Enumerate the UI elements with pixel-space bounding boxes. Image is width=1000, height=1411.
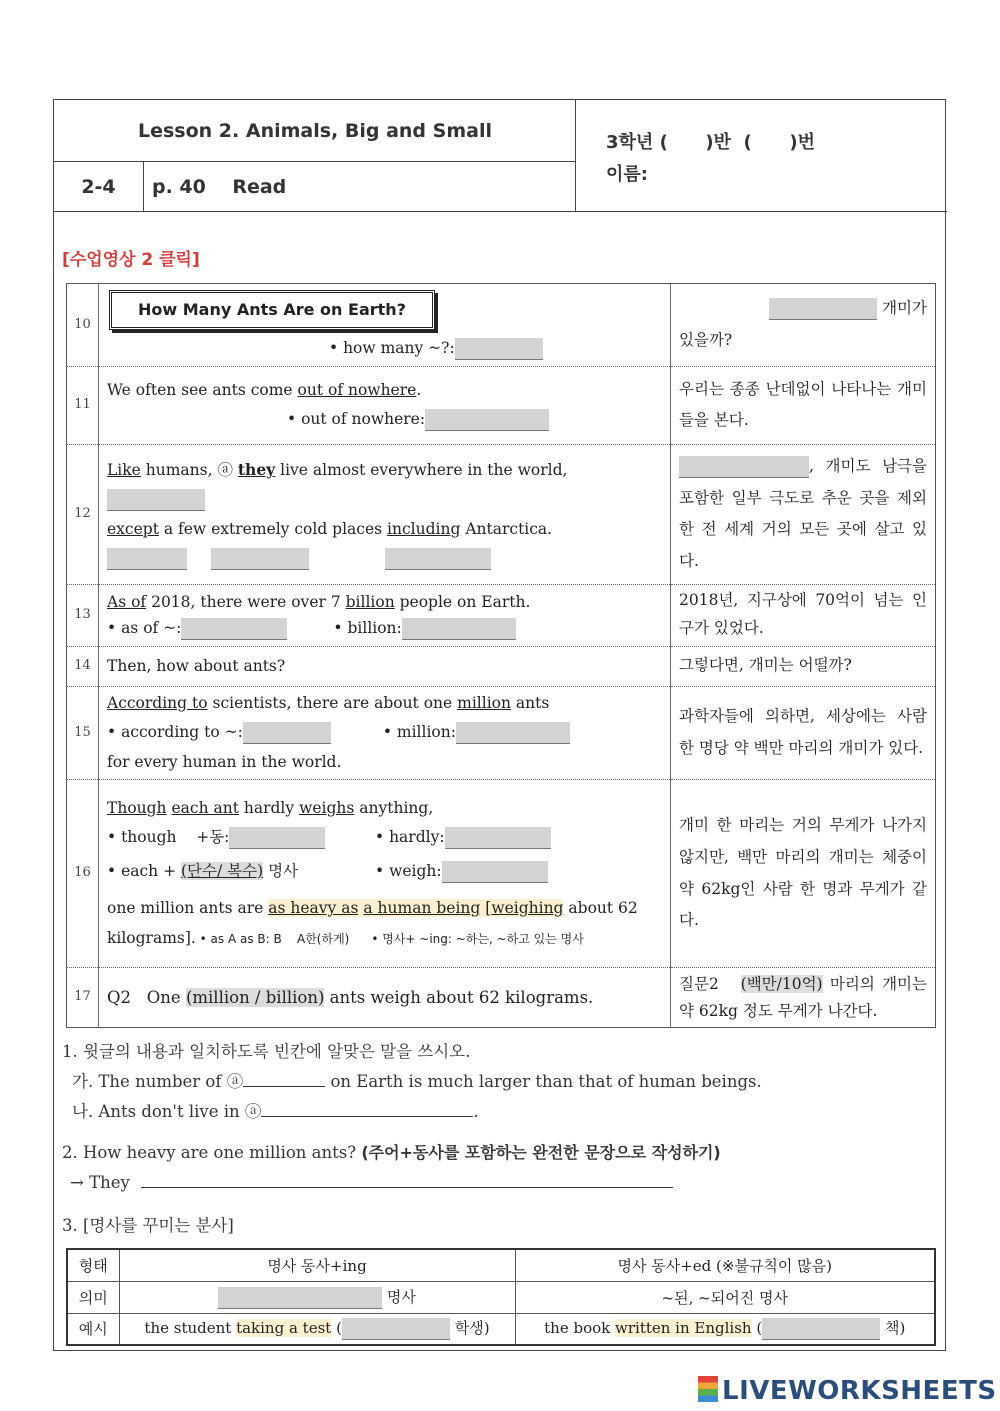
table-row [67, 1313, 935, 1345]
header-right [576, 100, 947, 212]
korean-text: 있을까? [679, 330, 733, 349]
korean-cell: 우리는 종종 난데없이 나타나는 개미들을 본다. [671, 366, 936, 444]
video-link[interactable]: [수업영상 2 클릭] [62, 250, 200, 270]
sentence-text: scientists, there are about one [207, 693, 458, 712]
choice-option[interactable]: (단수/ 복수) [181, 861, 264, 880]
sentence-text: about 62 [563, 899, 638, 918]
present-participle-form: 명사 동사+ing [119, 1249, 515, 1281]
question-text: on Earth is much larger than that of human beings. [330, 1072, 762, 1091]
vocab-note: • million: [382, 723, 456, 742]
key-word: billion [345, 592, 395, 611]
highlight-phrase: written in English [615, 1319, 752, 1338]
answer-line[interactable] [243, 1069, 325, 1087]
question-text: 2. How heavy are one million ants? [62, 1143, 362, 1162]
answer-blank[interactable] [762, 1318, 880, 1340]
vocab-note: 명사 [263, 861, 299, 880]
sentence-text: Antarctica. [460, 519, 553, 538]
past-participle-form: 명사 동사+ed (※불규칙이 많음) [515, 1249, 935, 1281]
table-row [67, 968, 936, 1028]
question-1a [72, 1068, 762, 1092]
passage-title: How Many Ants Are on Earth? [109, 290, 435, 330]
answer-blank[interactable] [218, 1287, 382, 1309]
korean-text: 마리의 개미는 약 62kg 정도 무게가 나간다. [679, 974, 927, 1020]
sentence-text: one million ants are [107, 899, 269, 918]
english-cell [99, 780, 671, 968]
question-1b [72, 1098, 479, 1122]
liveworksheets-logo[interactable] [698, 1376, 997, 1406]
table-row [67, 686, 936, 779]
key-word: Like [107, 460, 141, 479]
table-text: 학생) [454, 1319, 490, 1338]
participle-table [66, 1248, 936, 1346]
english-cell [99, 444, 671, 584]
key-word: As of [107, 592, 147, 611]
question-text: 나. Ants don't live in ⓐ [72, 1102, 262, 1121]
table-row [67, 780, 936, 968]
answer-blank[interactable] [455, 338, 543, 360]
row-number: 14 [67, 646, 99, 686]
answer-blank[interactable] [769, 298, 877, 320]
sentence-text: Q2 One [107, 987, 186, 1007]
vocab-note: • as of ~: [107, 619, 182, 638]
row-number: 15 [67, 686, 99, 779]
answer-blank[interactable] [442, 861, 548, 883]
answer-line[interactable] [261, 1099, 473, 1117]
row-number: 13 [67, 584, 99, 646]
sentence-text: people on Earth. [394, 592, 531, 611]
sentence-text: for every human in the world. [107, 752, 342, 771]
answer-blank[interactable] [211, 548, 309, 570]
worksheet [53, 99, 946, 1351]
vocab-note: • each + [107, 861, 181, 880]
english-cell [99, 968, 671, 1028]
sentence-text: . [416, 380, 422, 399]
korean-cell [671, 968, 936, 1028]
key-word: except [107, 519, 159, 538]
table-text: ( [751, 1319, 763, 1338]
table-text: ( [331, 1319, 342, 1338]
row-label: 형태 [67, 1249, 119, 1281]
table-text: the student [144, 1319, 237, 1338]
answer-blank[interactable] [445, 827, 551, 849]
english-cell [99, 584, 671, 646]
question-instruction: (주어+동사를 포함하는 완전한 문장으로 작성하기) [361, 1143, 721, 1162]
sentence-text: a few extremely cold places [158, 519, 388, 538]
past-participle-example [515, 1313, 935, 1345]
sentence-text: hardly [238, 799, 300, 818]
korean-text: 개미가 [882, 299, 927, 318]
table-row [67, 584, 936, 646]
answer-blank[interactable] [229, 827, 325, 849]
table-row [67, 444, 936, 584]
answer-blank[interactable] [385, 548, 491, 570]
vocab-note: • hardly: [375, 828, 445, 847]
english-cell [99, 686, 671, 779]
present-participle-example [119, 1313, 515, 1345]
question-2 [62, 1140, 721, 1163]
key-word: they [237, 459, 276, 479]
row-number: 10 [67, 284, 99, 367]
logo-icon [698, 1376, 718, 1402]
sentence-text: kilograms]. [107, 928, 196, 947]
row-number: 16 [67, 780, 99, 968]
key-phrase: each ant [171, 799, 239, 818]
question-1: 1. 윗글의 내용과 일치하도록 빈칸에 알맞은 말을 쓰시오. [62, 1042, 471, 1061]
table-row [67, 366, 936, 444]
korean-cell: 2018년, 지구상에 70억이 넘는 인구가 있었다. [671, 584, 936, 646]
table-text: 명사 [386, 1287, 416, 1306]
highlight-phrase: taking a test [236, 1319, 332, 1338]
answer-blank[interactable] [181, 618, 287, 640]
answer-blank[interactable] [107, 489, 205, 511]
grammar-note: • as A as B: B A한(하게) [195, 931, 350, 946]
sentence-text: ants weigh about 62 kilograms. [324, 987, 594, 1007]
korean-cell: 과학자들에 의하면, 세상에는 사람 한 명당 약 백만 마리의 개미가 있다. [671, 686, 936, 779]
english-cell: Then, how about ants? [99, 646, 671, 686]
table-row [67, 284, 936, 367]
name-label: 이름: [606, 164, 648, 185]
vocab-note: • billion: [333, 619, 402, 638]
question-2-answer [70, 1170, 673, 1192]
sentence-text: 2018, there were over 7 [146, 592, 346, 611]
row-number: 17 [67, 968, 99, 1028]
logo-text: LIVEWORKSHEETS [722, 1376, 997, 1406]
answer-blank[interactable] [402, 618, 516, 640]
table-row [67, 646, 936, 686]
question-text: 가. The number of ⓐ [72, 1072, 244, 1091]
lesson-title: Lesson 2. Animals, Big and Small [54, 100, 576, 162]
answer-blank[interactable] [342, 1318, 450, 1340]
sentence-text: live almost everywhere in the world, [275, 460, 568, 479]
key-phrase: as heavy as [268, 899, 359, 918]
table-row [67, 1281, 935, 1313]
past-participle-meaning: ~된, ~되어진 명사 [515, 1281, 935, 1313]
sentence-text: humans, ⓐ [140, 460, 238, 479]
choice-option[interactable]: (백만/10억) [740, 974, 823, 993]
row-label: 예시 [67, 1313, 119, 1345]
table-row [67, 1249, 935, 1281]
english-cell [99, 284, 671, 367]
key-phrase: a human being [363, 899, 481, 918]
korean-text: 질문2 [679, 974, 741, 993]
key-phrase: out of nowhere [297, 380, 417, 399]
table-text: 책) [884, 1319, 906, 1338]
english-cell [99, 366, 671, 444]
vocab-note: • how many ~?: [329, 339, 455, 358]
answer-line[interactable] [141, 1170, 673, 1188]
row-number: 11 [67, 366, 99, 444]
row-number: 12 [67, 444, 99, 584]
korean-cell: 그렇다면, 개미는 어떨까? [671, 646, 936, 686]
vocab-note: • according to ~: [107, 723, 243, 742]
key-word: weighs [299, 799, 355, 818]
korean-text: , 개미도 남극을 포함한 일부 극도로 추운 곳을 제외한 전 세계 거의 모든 곳에 살고 있다. [679, 456, 927, 571]
choice-option[interactable]: (million / billion) [185, 987, 325, 1007]
class-info: 3학년 ( )반 ( )번 [606, 132, 815, 153]
vocab-note: • weigh: [375, 861, 442, 880]
korean-cell [671, 444, 936, 584]
reading-table [66, 283, 936, 1028]
grammar-note: • 명사+ ~ing: ~하는, ~하고 있는 명사 [371, 931, 584, 946]
question-3: 3. [명사를 꾸미는 분사] [62, 1216, 234, 1235]
row-label: 의미 [67, 1281, 119, 1313]
answer-blank[interactable] [243, 722, 331, 744]
answer-blank[interactable] [107, 548, 187, 570]
sentence-text: ants [510, 693, 550, 712]
answer-blank[interactable] [425, 409, 549, 431]
key-word: including [387, 519, 461, 538]
answer-blank[interactable] [456, 722, 570, 744]
header-left [54, 100, 576, 212]
key-word: Though [107, 799, 167, 818]
key-phrase: According to [107, 693, 208, 712]
korean-cell: 개미 한 마리는 거의 무게가 나가지 않지만, 백만 마리의 개미는 체중이 약 62kg인 사람 한 명과 무게가 같다. [671, 780, 936, 968]
korean-cell [671, 284, 936, 367]
lesson-number: 2-4 [54, 162, 144, 212]
answer-prefix: → They [70, 1173, 130, 1192]
vocab-note: • though +동: [107, 828, 230, 847]
sentence-text: [ [480, 899, 492, 918]
sentence-text: anything, [354, 799, 434, 818]
present-participle-meaning [119, 1281, 515, 1313]
question-text: . [473, 1102, 479, 1121]
answer-blank[interactable] [679, 456, 809, 478]
page-reference: p. 40 Read [152, 176, 287, 198]
key-word: million [457, 693, 511, 712]
vocab-note: • out of nowhere: [287, 410, 426, 429]
key-word: weighing [491, 899, 564, 918]
sentence-text: We often see ants come [107, 380, 298, 399]
table-text: the book [544, 1319, 616, 1338]
